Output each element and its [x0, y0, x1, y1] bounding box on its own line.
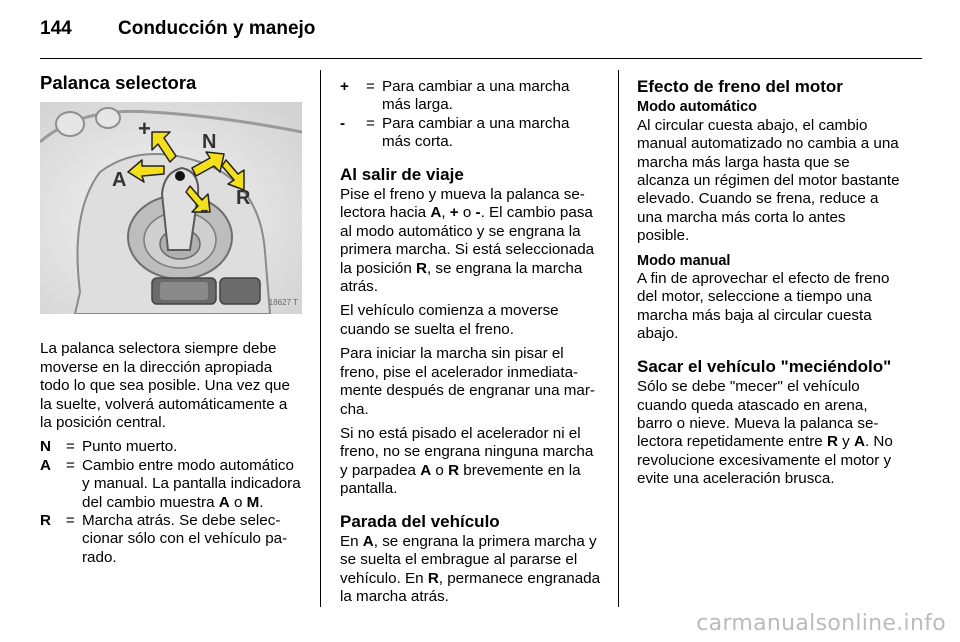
- sacar-paragraph: Sólo se debe "mecer" el vehículo cuando queda atascado en arena, barro o nieve. Mueva la palanca selectora repetidamente entre R y A. No revolucione excesivamente el motor y evite una aceleración brusca.: [637, 378, 893, 488]
- def-text: Para cambiar a una marcha más corta.: [382, 114, 570, 151]
- salir-paragraph-1: Pise el freno y mueva la palanca selectora hacia A, + o -. El cambio pasa al modo automático y se engrana la primera marcha. Si está seleccionada la posición R, se engrana la marcha atrás.: [340, 186, 595, 296]
- subheading-auto: Modo automático: [637, 99, 758, 116]
- def-equals: =: [366, 114, 375, 132]
- def-key: N: [40, 438, 51, 456]
- label-r: R: [236, 187, 251, 210]
- def-equals: =: [66, 512, 75, 530]
- gear-selector-figure: [40, 102, 302, 314]
- def-equals: =: [66, 438, 75, 456]
- salir-paragraph-4: Si no está pisado el acelerador ni el freno, no se engrana ninguna marcha y parpadea A o R brevemente en la pantalla.: [340, 424, 594, 498]
- def-key: +: [340, 78, 349, 95]
- column-divider-1: [320, 70, 321, 607]
- figure-code: 18627 T: [268, 298, 298, 307]
- watermark-text: carmanualsonline.info: [696, 611, 946, 636]
- def-text: Cambio entre modo automático y manual. La pantalla indicadora del cambio muestra A o M.: [82, 456, 301, 511]
- page-header: [40, 18, 920, 58]
- label-a: A: [112, 169, 127, 192]
- def-key: -: [340, 114, 346, 132]
- def-text: Punto muerto.: [82, 438, 178, 456]
- def-text: Marcha atrás. Se debe seleccionar sólo con el vehículo parado.: [82, 512, 288, 566]
- heading-sacar: Sacar el vehículo "meciéndolo": [637, 356, 892, 376]
- def-r: [40, 512, 302, 567]
- def-a: [40, 457, 302, 512]
- def-key: R: [40, 512, 51, 530]
- intro-paragraph: La palanca selectora siempre debe moverse en la dirección apropiada todo lo que sea posible. Una vez que la suelte, volverá automáticamente a la posición central.: [40, 340, 290, 432]
- salir-paragraph-2: El vehículo comienza a moverse cuando se suelta el freno.: [340, 302, 559, 338]
- column-1: [40, 72, 302, 567]
- def-n: [40, 438, 302, 456]
- subheading-manual: Modo manual: [637, 252, 731, 269]
- page-title: Palanca selectora: [40, 72, 197, 93]
- parada-paragraph: En A, se engrana la primera marcha y se suelta el embrague al pararse el vehículo. En R, permanece engranada la marcha atrás.: [340, 532, 601, 606]
- gear-selector-illustration: [40, 102, 302, 314]
- column-divider-2: [618, 70, 619, 607]
- column-2: [340, 78, 602, 613]
- heading-parada: Parada del vehículo: [340, 511, 500, 531]
- column-3: [637, 78, 901, 495]
- heading-efecto: Efecto de freno del motor: [637, 77, 843, 96]
- def-text: Para cambiar a una marcha más larga.: [382, 78, 570, 114]
- section-title: Conducción y manejo: [118, 18, 316, 39]
- heading-salir: Al salir de viaje: [340, 164, 464, 184]
- def-plus: [340, 78, 602, 115]
- manual-paragraph: A fin de aprovechar el efecto de freno del motor, seleccione a tiempo una marcha más baja al circular cuesta abajo.: [637, 270, 890, 343]
- page-number: 144: [40, 18, 72, 39]
- def-equals: =: [366, 78, 375, 95]
- def-minus: [340, 115, 602, 152]
- label-minus: -: [200, 194, 209, 225]
- def-equals: =: [66, 456, 75, 474]
- auto-paragraph: Al circular cuesta abajo, el cambio manual automatizado no cambia a una marcha más larga hasta que se alcanza un régimen del motor bastante elevado. Cuando se frena, reduce a una marcha más corta lo antes posible.: [637, 116, 900, 245]
- header-rule: [40, 58, 922, 59]
- salir-paragraph-3: Para iniciar la marcha sin pisar el freno, pise el acelerador inmediatamente después de engranar una marcha.: [340, 345, 595, 418]
- label-plus: +: [138, 116, 151, 142]
- def-key: A: [40, 456, 51, 474]
- label-n: N: [202, 131, 217, 154]
